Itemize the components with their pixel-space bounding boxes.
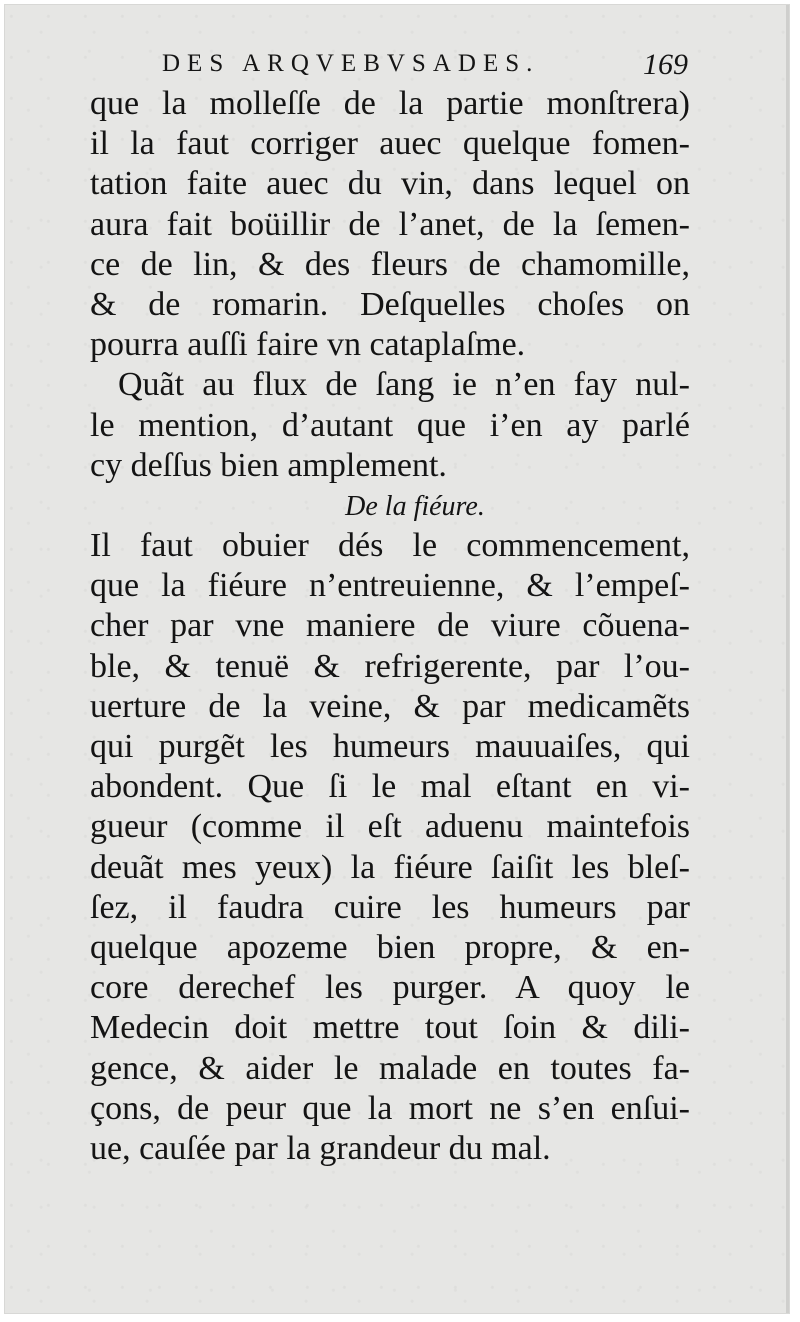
text-line: Quãt au flux de ſang ie n’en fay nul- [118,366,690,404]
running-title: DES ARQVEBVSADES. [162,50,540,77]
section-heading [90,486,690,526]
paragraph-1 [90,84,690,365]
text-line: ble, & tenuë & refrigerente, par l’ou- [90,647,690,685]
text-line: gueur (comme il eſt aduenu maintefois [90,808,690,846]
text-block [90,84,690,1169]
text-line: ſez, il faudra cuire les humeurs par [90,888,690,926]
text-line: cher par vne maniere de viure cõuena- [90,607,690,645]
text-line: abondent. Que ſi le mal eſtant en vi- [90,768,690,806]
paragraph-2 [90,365,690,486]
text-line: gence, & aider le malade en toutes fa- [90,1049,690,1087]
paragraph-3 [90,526,690,1169]
section-heading-text: De la fiéure. [345,490,485,522]
text-line: Il faut obuier dés le commencement, [90,527,690,565]
text-line: que la molleſſe de la partie monſtrera) [90,85,690,122]
running-head [162,46,688,86]
text-line: pourra auſſi faire vn cataplaſme. [90,326,526,364]
text-line: deuãt mes yeux) la fiéure ſaiſit les bleſ- [90,848,690,886]
text-line: ue, cauſée par la grandeur du mal. [90,1129,551,1167]
text-line: core derechef les purger. A quoy le [90,969,690,1007]
text-line: uerture de la veine, & par medicamẽts [90,687,690,725]
text-line: ce de lin, & des fleurs de chamomille, [90,245,690,283]
text-line: Medecin doit mettre tout ſoin & dili- [90,1009,690,1047]
text-line: tation faite auec du vin, dans lequel on [90,165,690,203]
page-number: 169 [643,48,688,81]
text-line: aura fait boüillir de l’anet, de la ſemen- [90,205,690,243]
text-line: quelque apozeme bien propre, & en- [90,928,690,966]
text-line: & de romarin. Deſquelles choſes on [90,285,690,323]
text-line: le mention, d’autant que i’en ay parlé [90,406,690,444]
text-line: qui purgẽt les humeurs mauuaiſes, qui [90,728,690,765]
text-line: cy deſſus bien amplement. [90,446,447,484]
text-line: çons, de peur que la mort ne s’en enſui- [90,1089,690,1127]
text-line: il la faut corriger auec quelque fomen- [90,125,690,163]
text-line: que la fiéure n’entreuienne, & l’empeſ- [90,567,690,605]
